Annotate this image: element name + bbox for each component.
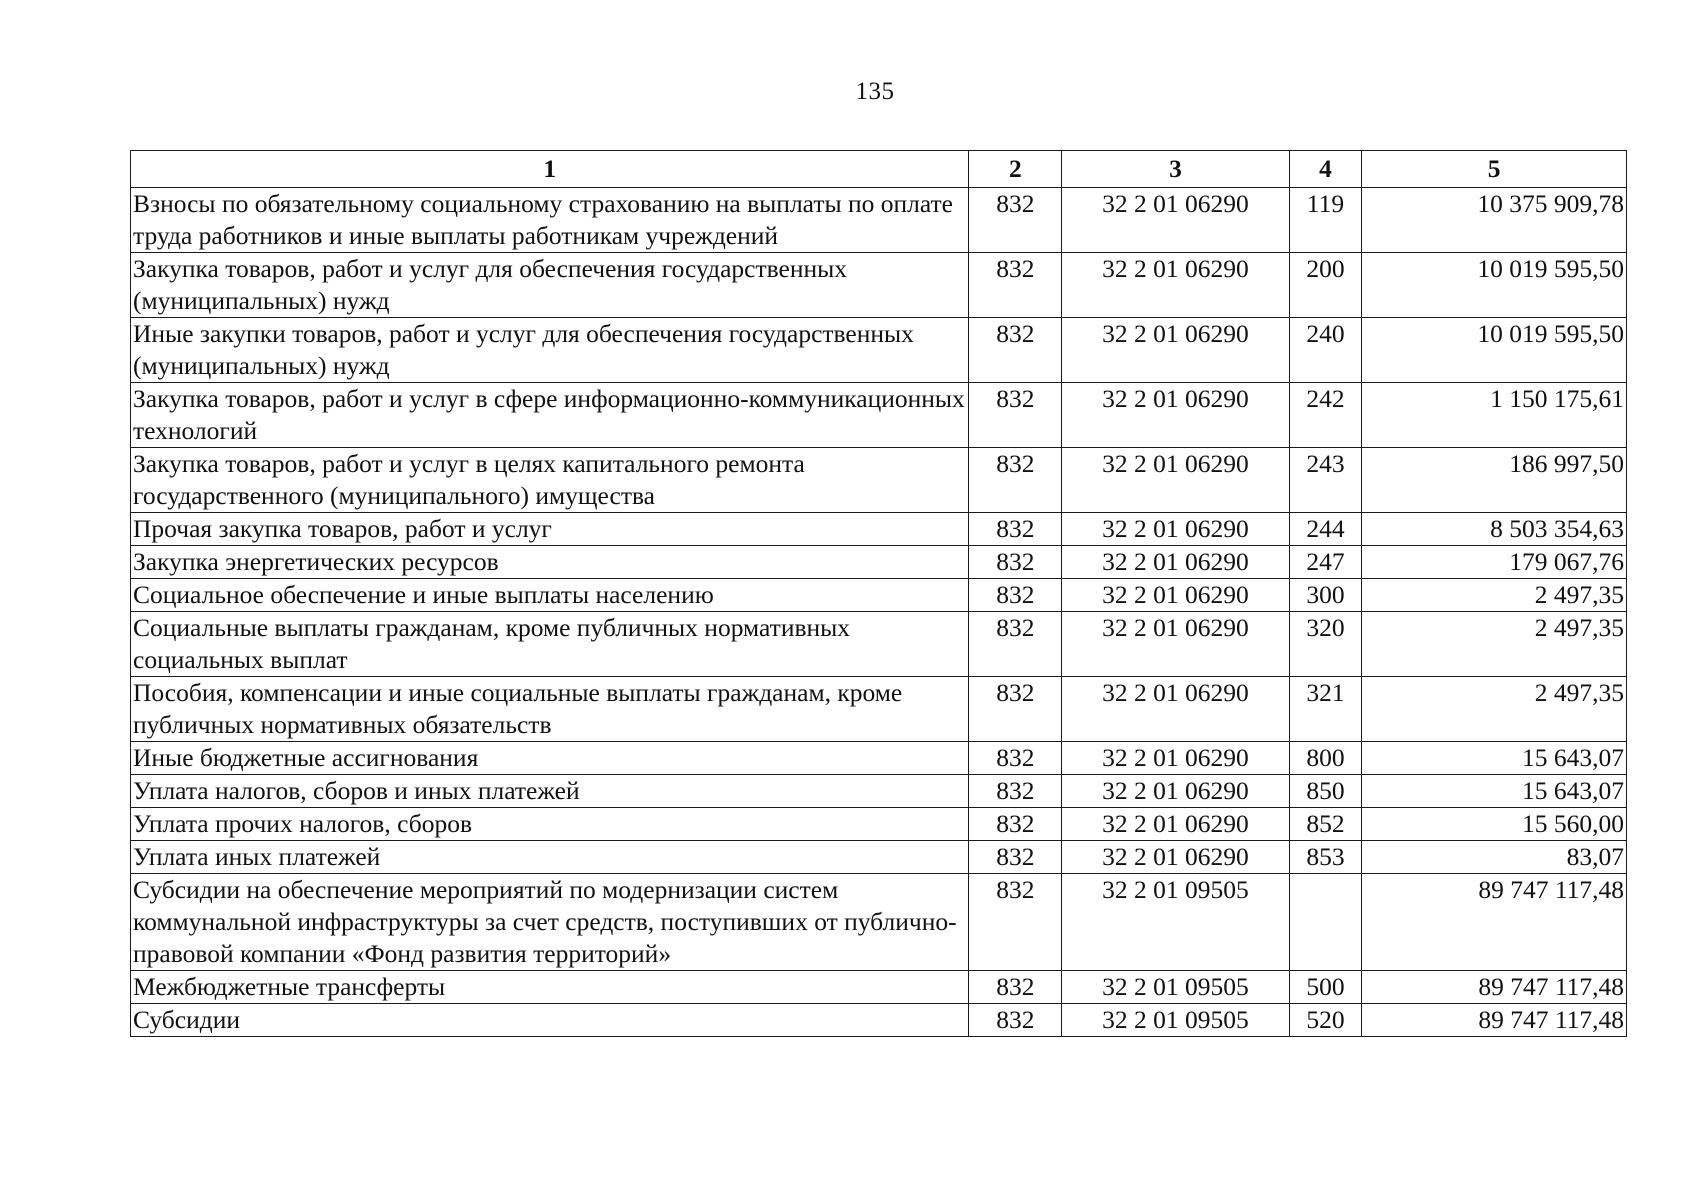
row-name-cell: Уплата налогов, сборов и иных платежей <box>131 775 969 808</box>
row-amount-cell: 15 643,07 <box>1362 775 1627 808</box>
row-type-cell: 320 <box>1289 612 1362 677</box>
row-target-cell: 32 2 01 06290 <box>1062 677 1289 742</box>
row-amount-cell: 2 497,35 <box>1362 612 1627 677</box>
table-row <box>131 318 1627 383</box>
row-target-cell: 32 2 01 06290 <box>1062 188 1289 253</box>
row-name-cell: Уплата иных платежей <box>131 841 969 874</box>
row-target-cell: 32 2 01 06290 <box>1062 546 1289 579</box>
row-name-cell: Взносы по обязательному социальному страхованию на выплаты по оплате труда работников и иные выплаты работникам учреждений <box>131 188 969 253</box>
row-name-cell: Социальные выплаты гражданам, кроме публичных нормативных социальных выплат <box>131 612 969 677</box>
row-type-cell: 300 <box>1289 579 1362 612</box>
row-code-cell: 832 <box>969 808 1062 841</box>
row-code-cell: 832 <box>969 1004 1062 1037</box>
row-target-cell: 32 2 01 06290 <box>1062 742 1289 775</box>
row-amount-cell: 179 067,76 <box>1362 546 1627 579</box>
row-target-cell: 32 2 01 06290 <box>1062 612 1289 677</box>
page-number: 135 <box>855 78 895 105</box>
row-code-cell: 832 <box>969 971 1062 1004</box>
table-row <box>131 971 1627 1004</box>
row-type-cell: 853 <box>1289 841 1362 874</box>
row-target-cell: 32 2 01 06290 <box>1062 383 1289 448</box>
row-type-cell: 200 <box>1289 253 1362 318</box>
row-name-cell: Иные бюджетные ассигнования <box>131 742 969 775</box>
row-name-cell: Закупка товаров, работ и услуг в сфере информационно-коммуникационных технологий <box>131 383 969 448</box>
row-type-cell: 243 <box>1289 448 1362 513</box>
table-row <box>131 546 1627 579</box>
row-type-cell: 242 <box>1289 383 1362 448</box>
table-row <box>131 579 1627 612</box>
row-name-cell: Уплата прочих налогов, сборов <box>131 808 969 841</box>
row-name-cell: Социальное обеспечение и иные выплаты населению <box>131 579 969 612</box>
row-amount-cell: 10 019 595,50 <box>1362 253 1627 318</box>
column-header-target: 3 <box>1062 151 1289 188</box>
table-row <box>131 841 1627 874</box>
row-name-cell: Пособия, компенсации и иные социальные выплаты гражданам, кроме публичных нормативных обязательств <box>131 677 969 742</box>
row-amount-cell: 2 497,35 <box>1362 677 1627 742</box>
row-type-cell: 321 <box>1289 677 1362 742</box>
row-code-cell: 832 <box>969 513 1062 546</box>
row-type-cell: 850 <box>1289 775 1362 808</box>
row-type-cell: 500 <box>1289 971 1362 1004</box>
row-target-cell: 32 2 01 06290 <box>1062 579 1289 612</box>
row-code-cell: 832 <box>969 448 1062 513</box>
table-row <box>131 513 1627 546</box>
row-code-cell: 832 <box>969 612 1062 677</box>
row-target-cell: 32 2 01 09505 <box>1062 971 1289 1004</box>
row-target-cell: 32 2 01 06290 <box>1062 448 1289 513</box>
table-row <box>131 677 1627 742</box>
column-header-code: 2 <box>969 151 1062 188</box>
row-type-cell: 800 <box>1289 742 1362 775</box>
row-name-cell: Закупка товаров, работ и услуг в целях капитального ремонта государственного (муниципального) имущества <box>131 448 969 513</box>
row-code-cell: 832 <box>969 742 1062 775</box>
row-type-cell: 520 <box>1289 1004 1362 1037</box>
column-header-amount: 5 <box>1362 151 1627 188</box>
row-name-cell: Субсидии <box>131 1004 969 1037</box>
row-type-cell: 247 <box>1289 546 1362 579</box>
table-body <box>131 188 1627 1037</box>
budget-table <box>130 150 1627 1037</box>
row-amount-cell: 10 019 595,50 <box>1362 318 1627 383</box>
row-amount-cell: 89 747 117,48 <box>1362 971 1627 1004</box>
row-code-cell: 832 <box>969 383 1062 448</box>
row-amount-cell: 89 747 117,48 <box>1362 874 1627 971</box>
row-target-cell: 32 2 01 06290 <box>1062 841 1289 874</box>
row-name-cell: Прочая закупка товаров, работ и услуг <box>131 513 969 546</box>
row-amount-cell: 83,07 <box>1362 841 1627 874</box>
table-row <box>131 1004 1627 1037</box>
row-amount-cell: 186 997,50 <box>1362 448 1627 513</box>
column-header-type: 4 <box>1289 151 1362 188</box>
table-row <box>131 253 1627 318</box>
table-header-row <box>131 151 1627 188</box>
row-name-cell: Межбюджетные трансферты <box>131 971 969 1004</box>
row-target-cell: 32 2 01 09505 <box>1062 874 1289 971</box>
row-target-cell: 32 2 01 06290 <box>1062 808 1289 841</box>
table-row <box>131 383 1627 448</box>
row-amount-cell: 10 375 909,78 <box>1362 188 1627 253</box>
row-amount-cell: 15 643,07 <box>1362 742 1627 775</box>
row-amount-cell: 1 150 175,61 <box>1362 383 1627 448</box>
row-type-cell <box>1289 874 1362 971</box>
row-amount-cell: 2 497,35 <box>1362 579 1627 612</box>
table-row <box>131 612 1627 677</box>
table-row <box>131 808 1627 841</box>
row-target-cell: 32 2 01 06290 <box>1062 775 1289 808</box>
row-code-cell: 832 <box>969 677 1062 742</box>
row-amount-cell: 15 560,00 <box>1362 808 1627 841</box>
row-name-cell: Субсидии на обеспечение мероприятий по модернизации систем коммунальной инфраструктуры за счет средств, поступивших от публично-правовой компании «Фонд развития территорий» <box>131 874 969 971</box>
row-target-cell: 32 2 01 06290 <box>1062 253 1289 318</box>
row-name-cell: Иные закупки товаров, работ и услуг для обеспечения государственных (муниципальных) нужд <box>131 318 969 383</box>
row-name-cell: Закупка энергетических ресурсов <box>131 546 969 579</box>
row-target-cell: 32 2 01 09505 <box>1062 1004 1289 1037</box>
row-type-cell: 119 <box>1289 188 1362 253</box>
table-row <box>131 874 1627 971</box>
table-row <box>131 448 1627 513</box>
table-row <box>131 188 1627 253</box>
row-type-cell: 244 <box>1289 513 1362 546</box>
row-type-cell: 240 <box>1289 318 1362 383</box>
row-type-cell: 852 <box>1289 808 1362 841</box>
row-code-cell: 832 <box>969 841 1062 874</box>
row-name-cell: Закупка товаров, работ и услуг для обеспечения государственных (муниципальных) нужд <box>131 253 969 318</box>
table-row <box>131 742 1627 775</box>
row-code-cell: 832 <box>969 188 1062 253</box>
row-target-cell: 32 2 01 06290 <box>1062 318 1289 383</box>
row-code-cell: 832 <box>969 874 1062 971</box>
row-amount-cell: 89 747 117,48 <box>1362 1004 1627 1037</box>
table-row <box>131 775 1627 808</box>
row-code-cell: 832 <box>969 579 1062 612</box>
row-target-cell: 32 2 01 06290 <box>1062 513 1289 546</box>
row-code-cell: 832 <box>969 318 1062 383</box>
row-code-cell: 832 <box>969 253 1062 318</box>
row-code-cell: 832 <box>969 775 1062 808</box>
row-amount-cell: 8 503 354,63 <box>1362 513 1627 546</box>
row-code-cell: 832 <box>969 546 1062 579</box>
column-header-name: 1 <box>131 151 969 188</box>
